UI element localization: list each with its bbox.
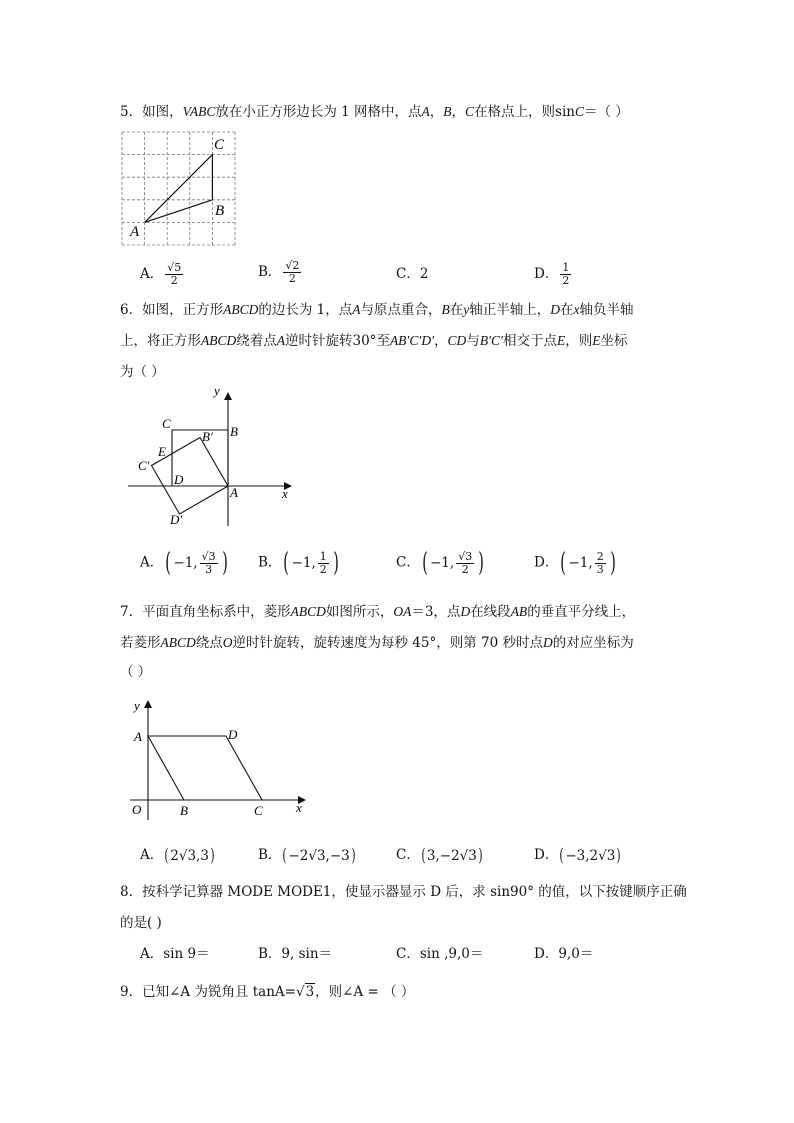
svg-text:y: y: [214, 386, 220, 398]
q5-option-d[interactable]: D． $\frac{1}{2}$: [534, 261, 570, 287]
q8-option-b[interactable]: B．9, sin＝: [258, 946, 333, 962]
svg-text:x: x: [282, 486, 288, 501]
q8-option-c[interactable]: C．sin ,9,0＝: [396, 946, 484, 962]
svg-text:O: O: [132, 802, 142, 817]
svg-text:B: B: [180, 803, 188, 818]
q5-stem: 5．如图，VABC放在小正方形边长为 1 网格中，点A，B，C在格点上，则sinC＝（ ）: [120, 104, 629, 120]
q8-option-d[interactable]: D．9,0＝: [534, 946, 594, 962]
q6-option-c[interactable]: C． ( −1, $\frac{√3}{2}$ ): [396, 548, 485, 578]
svg-text:C: C: [162, 416, 171, 431]
label-c: C: [214, 137, 225, 153]
q7-option-c[interactable]: C． ( 3,−2√3 ): [396, 844, 483, 866]
q7-stem-line1: 7．平面直角坐标系中，菱形ABCD如图所示，OA＝3，点D在线段AB的垂直平分线上，: [120, 604, 636, 620]
sqrt-symbol: √3: [295, 984, 315, 1000]
q6-stem-line2: 上，将正方形ABCD绕着点A逆时针旋转30°至AB′C′D′，CD与B′C′相交于点E，则E坐标: [120, 333, 628, 349]
q5-option-b[interactable]: B． $\frac{√2}{2}$: [258, 259, 300, 285]
svg-text:C: C: [254, 803, 263, 818]
q6-stem-line1: 6．如图，正方形ABCD的边长为 1，点A与原点重合，B在y轴正半轴上，D在x轴负半轴: [120, 302, 634, 318]
q8-option-a[interactable]: A．sin 9＝: [140, 946, 210, 962]
svg-text:A: A: [134, 729, 142, 744]
svg-text:D: D: [228, 727, 238, 742]
q6-option-b[interactable]: B． ( −1, $\frac{1}{2}$ ): [258, 548, 339, 578]
q5-option-a[interactable]: A． $\frac{√5}{2}$: [140, 261, 182, 287]
q7-figure: [124, 694, 310, 826]
q6-figure: [124, 386, 296, 530]
svg-text:C′: C′: [138, 458, 150, 473]
q6-stem-line3: 为（ ）: [120, 364, 165, 380]
svg-text:y: y: [134, 698, 140, 713]
svg-text:E: E: [158, 444, 166, 459]
q7-stem-line2: 若菱形ABCD绕点O逆时针旋转，旋转速度为每秒 45°，则第 70 秒时点D的对应坐标为: [120, 635, 634, 651]
q7-option-b[interactable]: B． ( −2√3,−3 ): [258, 844, 356, 866]
svg-text:x: x: [296, 800, 302, 815]
q7-option-d[interactable]: D． ( −3,2√3 ): [534, 844, 621, 866]
q9-stem: 9．已知∠A 为锐角且 tanA=√3，则∠A = （ ）: [120, 984, 415, 1000]
label-a: A: [130, 224, 140, 240]
label-b: B: [215, 203, 225, 219]
q8-stem-line2: 的是( ): [120, 915, 162, 931]
svg-text:B: B: [230, 424, 238, 439]
q8-stem-line1: 8．按科学记算器 MODE MODE1，使显示器显示 D 后，求 sin90° 的值，以下按键顺序正确: [120, 884, 687, 900]
q6-option-d[interactable]: D． ( −1, $\frac{2}{3}$ ): [534, 548, 616, 578]
svg-text:D′: D′: [170, 512, 183, 527]
svg-text:D: D: [174, 472, 184, 487]
q5-grid-figure: [118, 128, 243, 246]
rhombus-abcd: [148, 736, 262, 800]
q7-stem-line3: （ ）: [120, 664, 152, 680]
q7-option-a[interactable]: A． ( 2√3,3 ): [140, 844, 215, 866]
q5-option-c[interactable]: C．2: [396, 266, 429, 282]
triangle-abc: [145, 155, 213, 223]
q6-option-a[interactable]: A． ( −1, $\frac{√3}{3}$ ): [140, 548, 228, 578]
svg-text:B′: B′: [202, 429, 213, 444]
svg-text:A: A: [230, 485, 238, 500]
